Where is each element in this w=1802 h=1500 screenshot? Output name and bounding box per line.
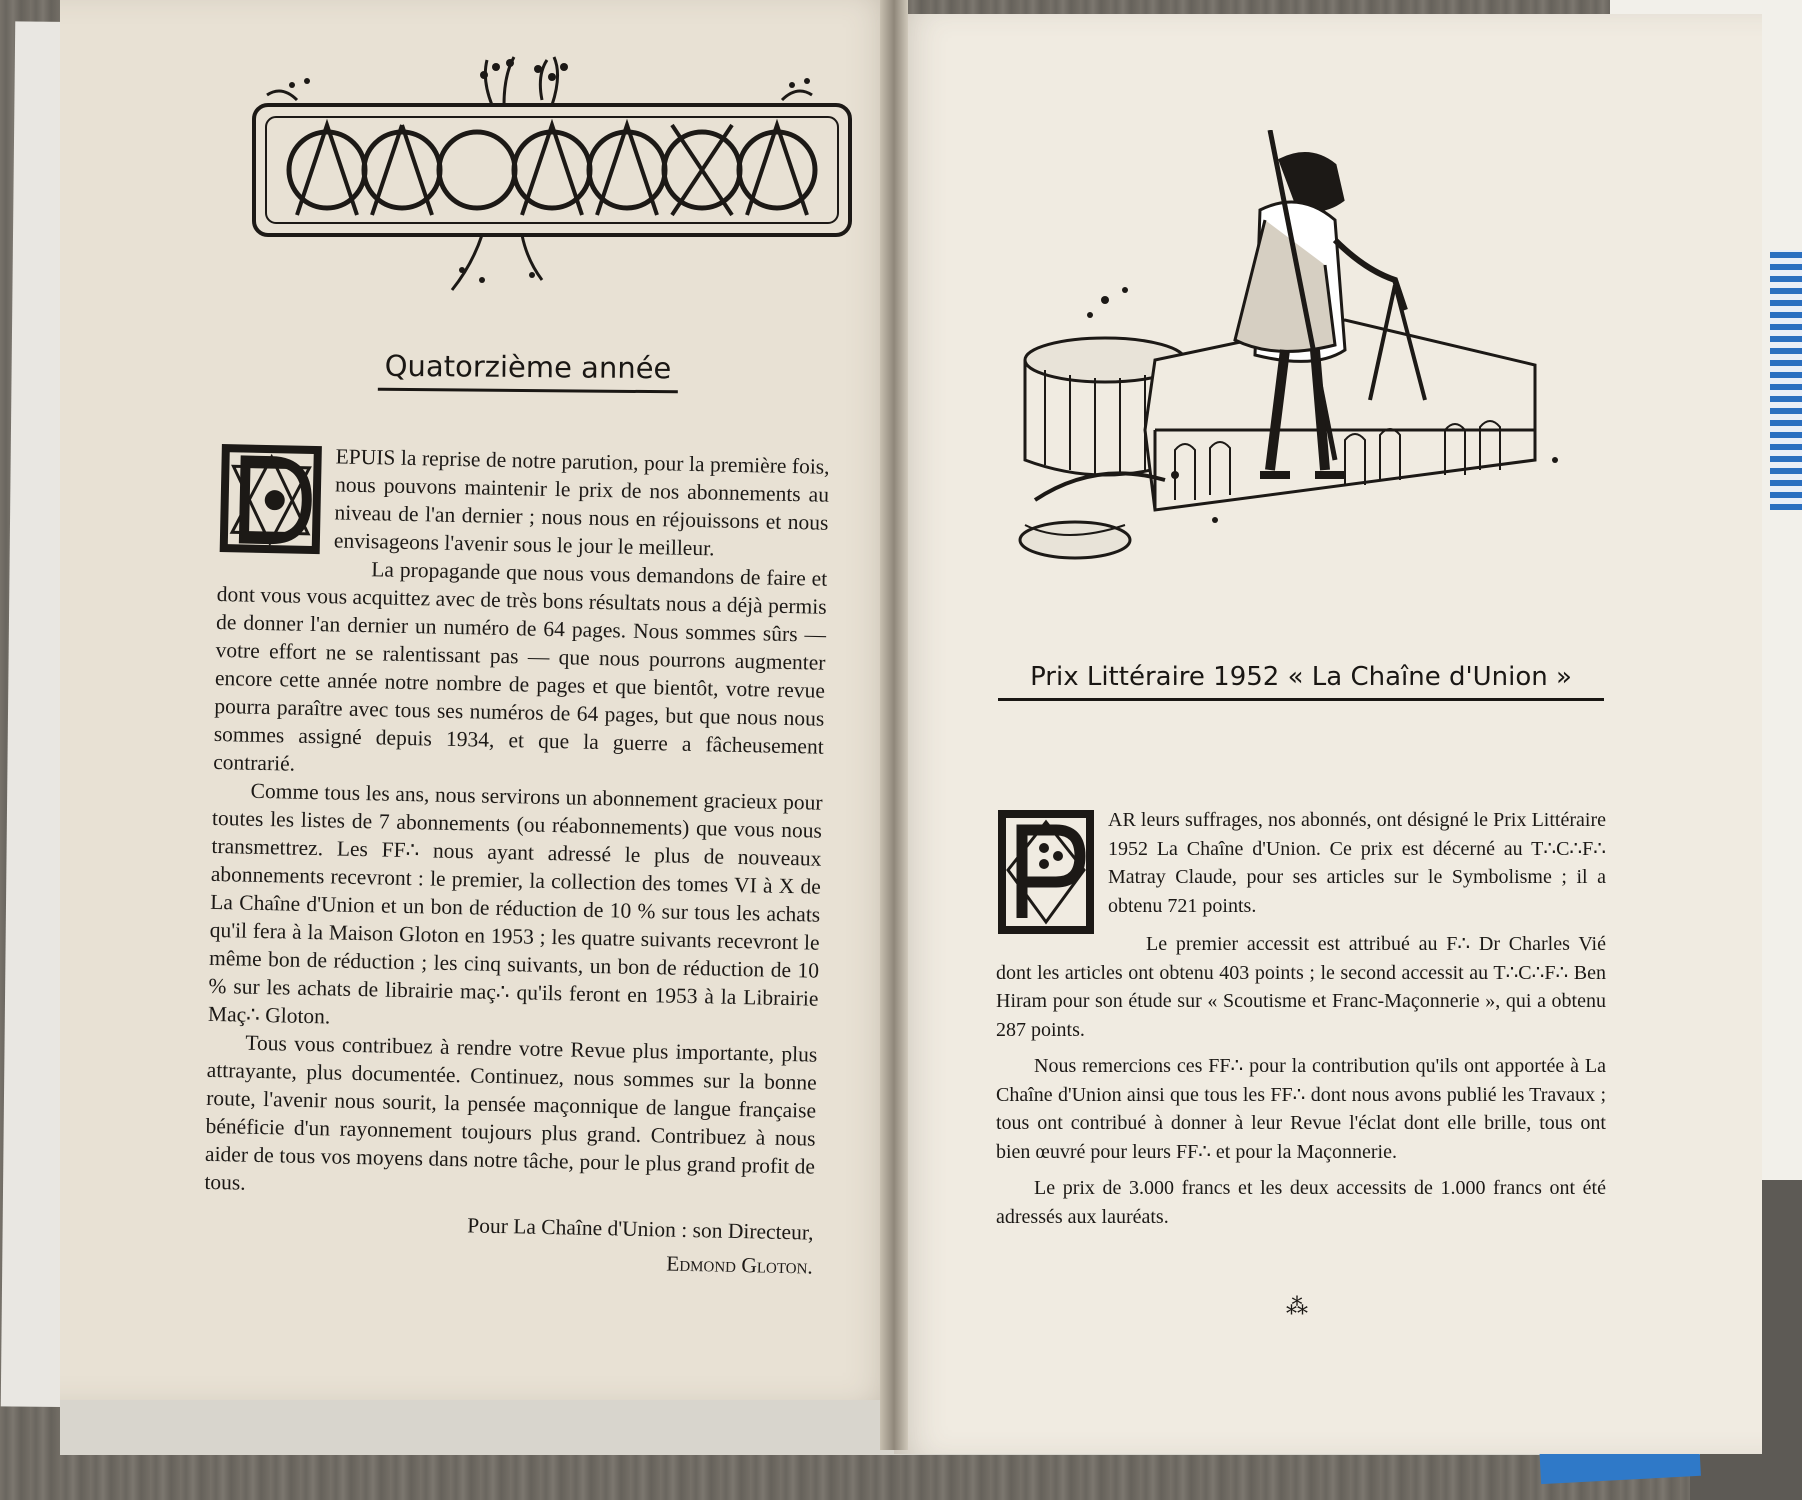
- paragraph: Le premier accessit est attribué au F∴ Dr Charles Vié dont les articles ont obtenu 403 points ; le second accessit au T∴C∴F∴ Ben Hiram pour son étude sur « Scoutisme et Franc-Maçonnerie », qui a obtenu 287 points.: [996, 933, 1606, 1041]
- signature-line: Pour La Chaîne d'Union : son Directeur,: [467, 1213, 814, 1245]
- page-title-right: Prix Littéraire 1952 « La Chaîne d'Union »: [998, 662, 1604, 701]
- dropcap-d-icon: [218, 442, 324, 556]
- asterism-separator: ⁂: [1286, 1294, 1308, 1319]
- paragraph: AR leurs suffrages, nos abonnés, ont désigné le Prix Littéraire 1952 La Chaîne d'Union. Ce prix est décerné au T∴C∴F∴ Matray Claude, pour ses articles sur le Symbolisme ; il a obtenu 721 points.: [1108, 809, 1606, 917]
- stonemason-engraving-icon: [1015, 130, 1615, 580]
- signature-name: Edmond Gloton.: [665, 1251, 814, 1279]
- page-title-left: Quatorzième année: [378, 349, 678, 394]
- left-article: [203, 440, 830, 1281]
- paragraph: Le prix de 3.000 francs et les deux accessits de 1.000 francs ont été adressés aux lauréats.: [996, 1177, 1606, 1228]
- dropcap-p-icon: [996, 808, 1096, 936]
- paragraph: Tous vous contribuez à rendre votre Revue plus importante, plus attrayante, plus documentée. Continuez, nous sommes sur la bonne route, l'avenir nous sourit, la pensée maçonnique de langue française bénéficie d'un rayonnement toujours plus grand. Contribuez à nous aider de tous vos moyens dans notre tâche, pour le plus grand profit de tous.: [204, 1030, 818, 1195]
- paragraph: Comme tous les ans, nous servirons un abonnement gracieux pour toutes les listes de 7 abonnements (ou réabonnements) que vous nous transmettrez. Les FF∴ nous ayant adressé le plus de nouveaux abonnements recevront : le premier, la collection des tomes VI à X de La Chaîne d'Union et un bon de réduction de 10 % sur tous les achats qu'il fera à la Maison Gloton en 1953 ; les quatre suivants recevront le même bon de réduction ; les cinq suivants, un bon de réduction de 10 % sur les achats de librairie maç∴ qu'ils feront en 1953 à la Librairie Maç∴ Gloton.: [207, 778, 823, 1029]
- paragraph: EPUIS la reprise de notre parution, pour la première fois, nous pouvons maintenir le prix de nos abonnements au niveau de l'an dernier ; nous nous en réjouissons et nous envisageons l'avenir sous le jour le meilleur.: [333, 444, 830, 561]
- book-gutter: [880, 0, 908, 1450]
- blue-paper-edge: [1770, 250, 1802, 510]
- paragraph: La propagande que nous vous demandons de faire et dont vous vous acquittez avec de très bons résultats nous a déjà permis de donner l'an dernier un numéro de 64 pages. Nous sommes sûrs — votre effort ne se ralentissant pas — que nous pourrons augmenter encore cette année notre nombre de pages et que bientôt, votre revue pourra paraître avec tous ses numéros de 64 pages, but que nous nous sommes assigné depuis 1934, et que la guerre a fâcheusement contrarié.: [213, 557, 828, 776]
- right-article: [996, 806, 1606, 1231]
- paragraph: Nous remercions ces FF∴ pour la contribution qu'ils ont apportée à La Chaîne d'Union ainsi que tous les FF∴ dont nous avons publié les Travaux ; tous ont contribué à donner à leur Revue l'éclat dont elle brille, tous ont bien œuvré pour leurs FF∴ et pour la Maçonnerie.: [996, 1055, 1606, 1163]
- masonic-ornament-banner-icon: [252, 55, 852, 295]
